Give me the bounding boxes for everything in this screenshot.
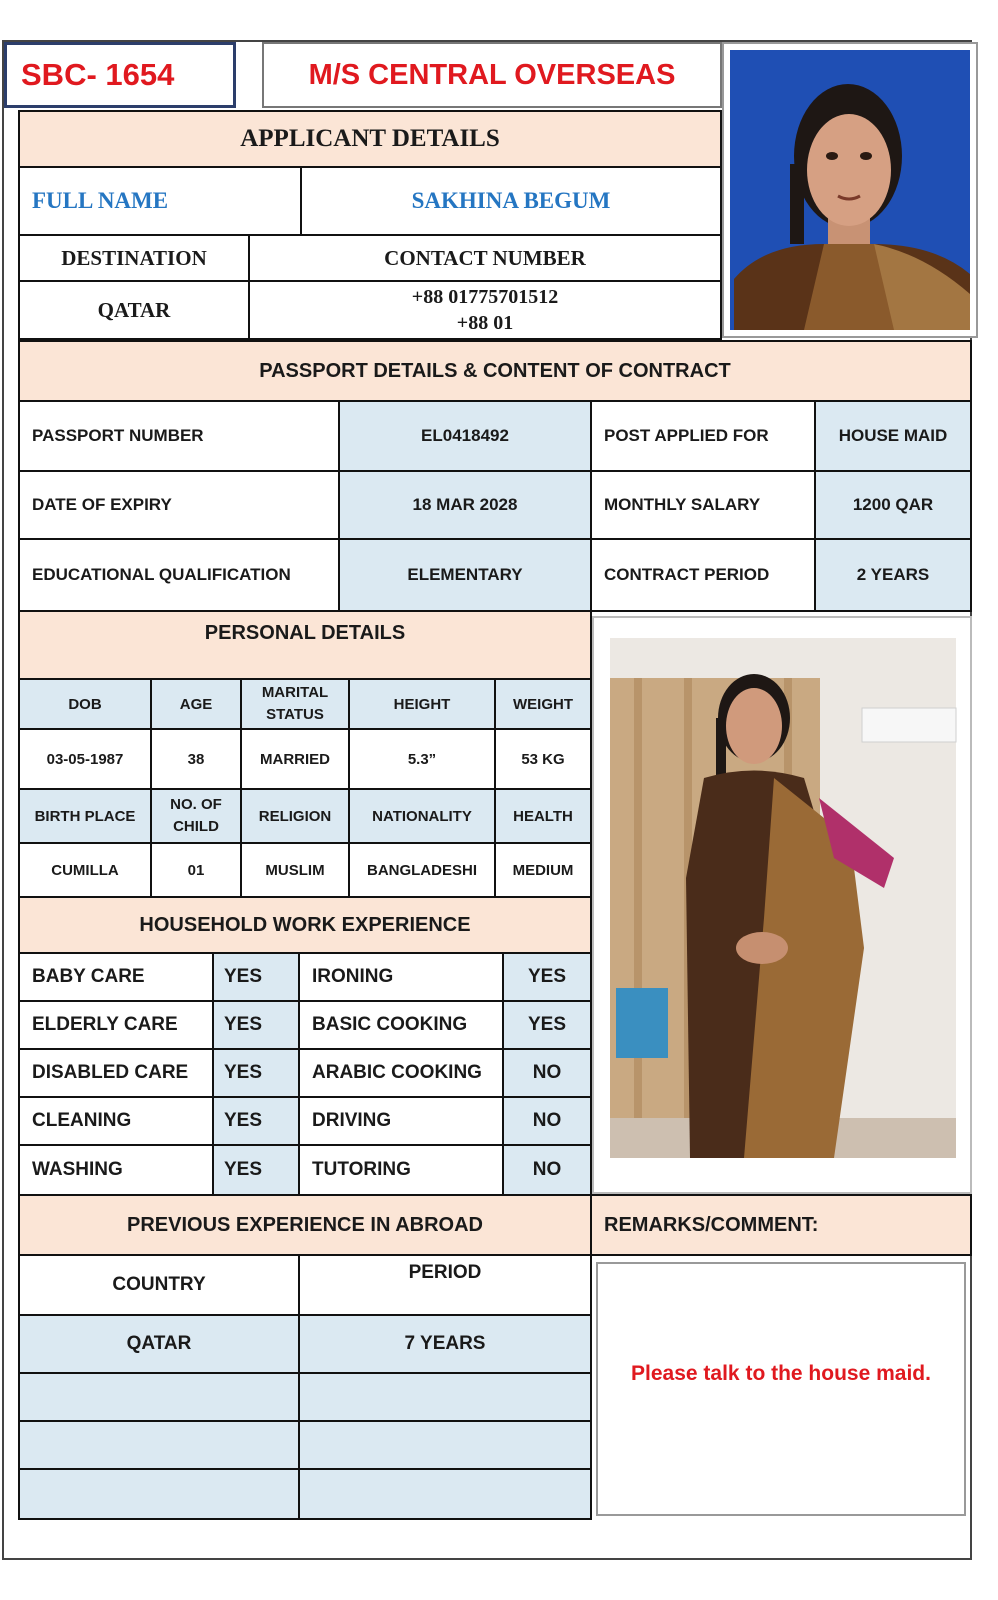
religion-value: MUSLIM [240, 842, 350, 898]
contract-period-label: CONTRACT PERIOD [590, 538, 816, 612]
reference-code: SBC- 1654 [4, 42, 236, 108]
passport-number-label: PASSPORT NUMBER [18, 400, 340, 472]
remarks-text: Please talk to the house maid. [596, 1262, 966, 1516]
date-of-expiry-label: DATE OF EXPIRY [18, 470, 340, 540]
abroad-country-1: QATAR [18, 1314, 300, 1374]
contract-period-value: 2 YEARS [814, 538, 972, 612]
skill-value-disabled-care: YES [212, 1048, 300, 1098]
contact-number-label: CONTACT NUMBER [248, 234, 722, 282]
dob-header: DOB [18, 678, 152, 730]
period-header: PERIOD [298, 1254, 592, 1316]
abroad-period-1: 7 YEARS [298, 1314, 592, 1374]
destination-label: DESTINATION [18, 234, 250, 282]
abroad-country-4 [18, 1468, 300, 1520]
applicant-details-title: APPLICANT DETAILS [18, 110, 722, 168]
birth-place-value: CUMILLA [18, 842, 152, 898]
religion-header: RELIGION [240, 788, 350, 844]
contact-number-1: +88 01775701512 [411, 286, 559, 308]
passport-details-title: PASSPORT DETAILS & CONTENT OF CONTRACT [18, 340, 972, 402]
education-label: EDUCATIONAL QUALIFICATION [18, 538, 340, 612]
skill-value-tutoring: NO [502, 1144, 592, 1196]
skill-value-cleaning: YES [212, 1096, 300, 1146]
agency-name: M/S CENTRAL OVERSEAS [262, 42, 722, 108]
post-applied-value: HOUSE MAID [814, 400, 972, 472]
health-value: MEDIUM [494, 842, 592, 898]
skill-label-arabic-cooking: ARABIC COOKING [298, 1048, 504, 1098]
date-of-expiry-value: 18 MAR 2028 [338, 470, 592, 540]
skill-label-elderly-care: ELDERLY CARE [18, 1000, 214, 1050]
weight-value: 53 KG [494, 728, 592, 790]
contact-number-values [248, 280, 722, 340]
abroad-period-3 [298, 1420, 592, 1470]
no-of-child-header: NO. OF CHILD [150, 788, 242, 844]
dob-value: 03-05-1987 [18, 728, 152, 790]
remarks-label: REMARKS/COMMENT: [590, 1194, 972, 1256]
skill-label-baby-care: BABY CARE [18, 952, 214, 1002]
weight-header: WEIGHT [494, 678, 592, 730]
full-name-value: SAKHINA BEGUM [300, 166, 722, 236]
skill-label-cleaning: CLEANING [18, 1096, 214, 1146]
skill-value-ironing: YES [502, 952, 592, 1002]
skill-value-basic-cooking: YES [502, 1000, 592, 1050]
abroad-period-2 [298, 1372, 592, 1422]
country-header: COUNTRY [18, 1254, 300, 1316]
abroad-country-3 [18, 1420, 300, 1470]
age-header: AGE [150, 678, 242, 730]
applicant-full-body-photo [592, 616, 972, 1194]
nationality-value: BANGLADESHI [348, 842, 496, 898]
skill-value-driving: NO [502, 1096, 592, 1146]
skill-value-elderly-care: YES [212, 1000, 300, 1050]
skill-label-driving: DRIVING [298, 1096, 504, 1146]
applicant-portrait-photo [722, 42, 978, 338]
birth-place-header: BIRTH PLACE [18, 788, 152, 844]
skill-label-ironing: IRONING [298, 952, 504, 1002]
height-value: 5.3” [348, 728, 496, 790]
previous-experience-title: PREVIOUS EXPERIENCE IN ABROAD [18, 1194, 592, 1256]
marital-status-header: MARITAL STATUS [240, 678, 350, 730]
marital-status-value: MARRIED [240, 728, 350, 790]
no-of-child-value: 01 [150, 842, 242, 898]
passport-number-value: EL0418492 [338, 400, 592, 472]
skill-value-baby-care: YES [212, 952, 300, 1002]
abroad-period-4 [298, 1468, 592, 1520]
household-work-title: HOUSEHOLD WORK EXPERIENCE [18, 896, 592, 954]
monthly-salary-value: 1200 QAR [814, 470, 972, 540]
height-header: HEIGHT [348, 678, 496, 730]
abroad-country-2 [18, 1372, 300, 1422]
skill-value-washing: YES [212, 1144, 300, 1196]
skill-label-basic-cooking: BASIC COOKING [298, 1000, 504, 1050]
health-header: HEALTH [494, 788, 592, 844]
skill-label-disabled-care: DISABLED CARE [18, 1048, 214, 1098]
full-name-label: FULL NAME [18, 166, 302, 236]
skill-label-washing: WASHING [18, 1144, 214, 1196]
destination-value: QATAR [18, 280, 250, 340]
skill-label-tutoring: TUTORING [298, 1144, 504, 1196]
nationality-header: NATIONALITY [348, 788, 496, 844]
age-value: 38 [150, 728, 242, 790]
contact-number-2: +88 01 [456, 312, 514, 334]
monthly-salary-label: MONTHLY SALARY [590, 470, 816, 540]
post-applied-label: POST APPLIED FOR [590, 400, 816, 472]
skill-value-arabic-cooking: NO [502, 1048, 592, 1098]
education-value: ELEMENTARY [338, 538, 592, 612]
personal-details-title: PERSONAL DETAILS [18, 610, 592, 680]
